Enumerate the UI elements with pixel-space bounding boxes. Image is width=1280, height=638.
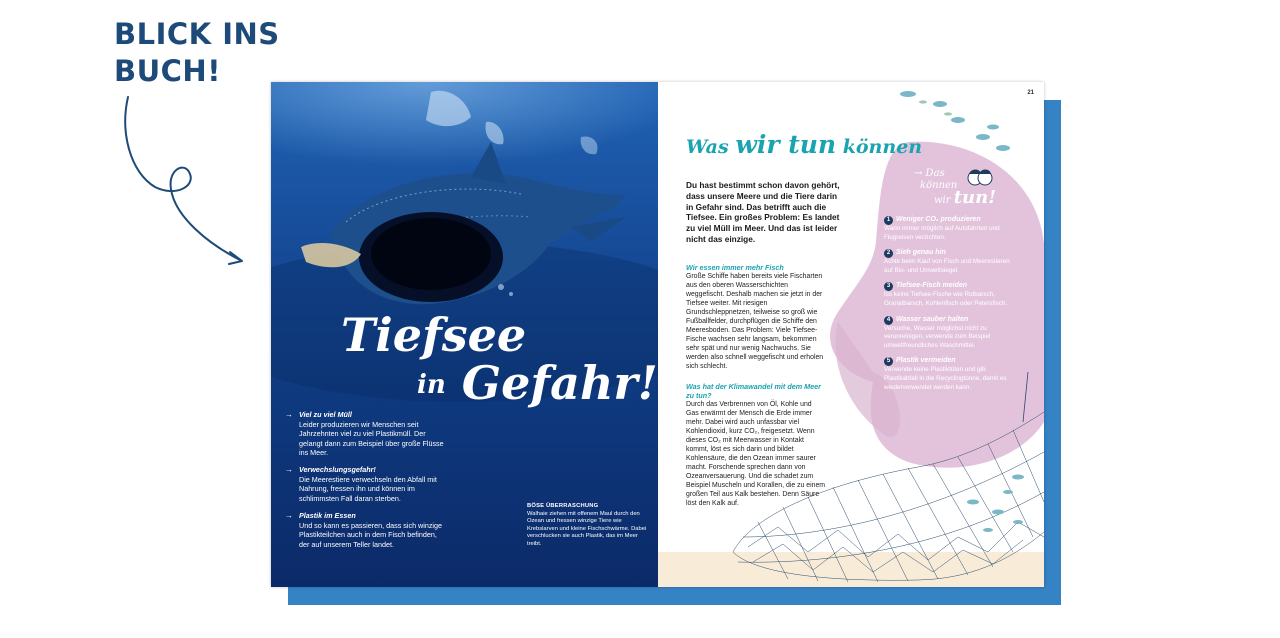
tip-heading-row <box>884 316 1016 325</box>
tip-heading-row <box>884 249 1016 258</box>
box-heading: BÖSE ÜBERRASCHUNG <box>527 503 599 509</box>
right-section-text: Große Schiffe haben bereits viele Fischarten aus den oberen Wasserschichten weggefischt. Deshalb machen sie jetzt in der Tiefsee weiter. Mit riesigen Grundschleppnetzen, teilweise so groß wie Fußballfelder, durchpflügen die Schiffe den Meeresboden. Das Problem: Viele Tiefsee-Fische wachsen sehr langsam, bekommen sehr spät und nur wenig Nachwuchs. Sie werden also schnell weggefischt und erholen sich schlecht. <box>686 273 824 370</box>
dask-line-4: tun! <box>953 187 997 208</box>
tip-heading-row <box>884 216 1016 225</box>
left-block-1 <box>285 410 449 458</box>
tip-item <box>884 216 1016 242</box>
dask-line-3-4 <box>914 187 997 208</box>
tip-text: Wann immer möglich auf Autofahrten und Flugreisen verzichten. <box>884 225 1000 241</box>
tip-heading: Weniger CO₂ produzieren <box>896 216 981 223</box>
right-section-heading: Was hat der Klimawandel mit dem Meer zu tun? <box>686 382 821 400</box>
left-block-2 <box>285 465 449 503</box>
tip-text: Achte beim Kauf von Fisch und Meerestieren auf Bio- und Umweltsiegel. <box>884 258 1010 274</box>
left-title-in: in <box>417 370 446 400</box>
box-text: Walhaie ziehen mit offenem Maul durch den Ozean und fressen winzige Tiere wie Krebslarven und kleine Fischschwärme. Dabei verschlucken sie auch Plastik, das im Meer treibt. <box>527 510 647 547</box>
tips-list <box>884 216 1016 399</box>
tip-item <box>884 249 1016 275</box>
left-title-line-2 <box>417 358 658 410</box>
tip-number: 1 <box>884 216 893 225</box>
right-title-post: können <box>836 136 923 158</box>
arrow-right-icon: → <box>285 511 293 520</box>
right-section-2 <box>686 382 826 508</box>
tip-heading: Plastik vermeiden <box>896 357 956 365</box>
boese-ueberraschung-box <box>527 503 647 549</box>
tip-item <box>884 282 1016 308</box>
blick-ins-buch-heading <box>114 16 280 90</box>
dask-line-2: können <box>920 180 958 191</box>
book-spread <box>271 82 1044 587</box>
right-intro: Du hast bestimmt schon davon gehört, dass unsere Meere und die Tiere darin in Gefahr sind. Das betrifft auch die Tiefsee. Ein großes Problem: Es landet zu viel Müll im Meer. Und das ist leider nicht das einzige. <box>686 180 840 244</box>
right-title <box>686 130 922 159</box>
tip-text: Verwende keine Plastiktüten und gib Plastikabfall in die Recyclingtonne, damit es wiederverwendet werden kann. <box>884 366 1007 391</box>
heading-line-1: BLICK INS <box>114 17 280 51</box>
tip-number: 3 <box>884 282 893 291</box>
tip-heading-row <box>884 357 1016 366</box>
right-section-text: Durch das Verbrennen von Öl, Kohle und Gas erwärmt der Mensch die Erde immer mehr. Dabei wird auch unfassbar viel Kohlendioxid, kurz CO₂, freigesetzt. Wenn dieses CO₂ mit Meerwasser in Kontakt kommt, löst es sich darin und bildet Kohlensäure, die den Ozean immer saurer macht. Forschende sprechen dann von Ozeanversauerung. Und die schadet zum Beispiel Muscheln und Korallen, die zu einem großen Teil aus Kalk bestehen. Denn Säure löst den Kalk auf. <box>686 401 826 507</box>
tip-number: 4 <box>884 316 893 325</box>
left-block-heading: Viel zu viel Müll <box>299 410 352 419</box>
tip-heading: Wasser sauber halten <box>896 315 969 323</box>
tip-heading: Sieh genau hin <box>896 249 946 257</box>
left-title-line-1: Tiefsee <box>341 308 527 362</box>
left-block-heading: Verwechslungsgefahr! <box>299 465 376 474</box>
right-section-1 <box>686 263 826 371</box>
right-title-big: wir tun <box>735 130 837 159</box>
arrow-right-icon: → <box>285 465 293 474</box>
left-block-text: Leider produzieren wir Menschen seit Jahrzehnten viel zu viel Plastikmüll. Der gelangt dann zum Beispiel über große Flüsse ins Meer. <box>299 419 444 458</box>
right-title-pre: Was <box>686 136 736 158</box>
tip-heading-row <box>884 282 1016 291</box>
right-page <box>658 82 1044 587</box>
right-section-heading: Wir essen immer mehr Fisch <box>686 263 784 272</box>
left-block-3 <box>285 511 449 549</box>
left-block-text: Die Meerestiere verwechseln den Abfall mit Nahrung, fressen ihn und können im schlimmsten Fall daran sterben. <box>299 474 437 503</box>
tip-text: Versuche, Wasser möglichst nicht zu verunreinigen, verwende zum Beispiel umweltfreundliches Waschmittel. <box>884 324 991 349</box>
tip-number: 2 <box>884 249 893 258</box>
left-block-heading: Plastik im Essen <box>299 511 356 520</box>
left-title-gefahr: Gefahr! <box>461 356 658 410</box>
tip-number: 5 <box>884 357 893 366</box>
arrow-right-icon: → <box>285 410 293 419</box>
dask-line-3: wir <box>934 195 951 206</box>
tip-text: Iss keine Tiefsee-Fische wie Rotbarsch, Granatbarsch, Kohlenfisch oder Petersfisch. <box>884 291 1008 307</box>
heading-line-2: BUCH! <box>114 54 221 88</box>
tip-item <box>884 316 1016 351</box>
page-number: 21 <box>1027 90 1034 96</box>
left-page <box>271 82 658 587</box>
left-block-text: Und so kann es passieren, dass sich winzige Plastikteilchen auch in dem Fisch befinden, der auf unserem Teller landet. <box>299 520 443 549</box>
tip-heading: Tiefsee-Fisch meiden <box>896 282 968 290</box>
curly-arrow-icon <box>110 92 250 272</box>
kids-faces-icon <box>966 166 994 188</box>
tip-item <box>884 357 1016 392</box>
dask-line-1: → Das <box>914 168 945 179</box>
